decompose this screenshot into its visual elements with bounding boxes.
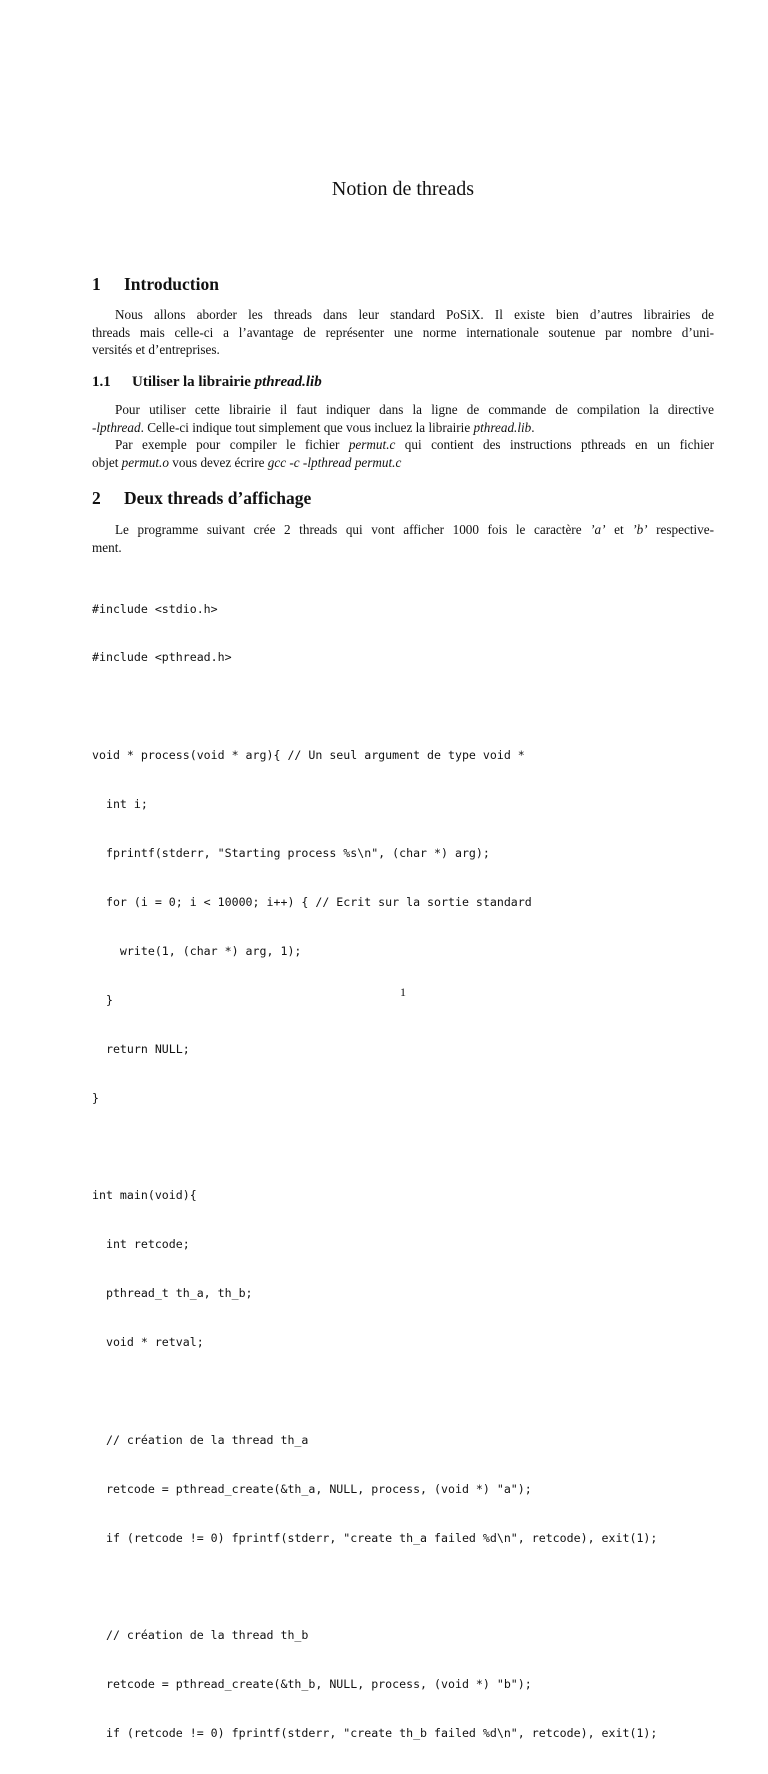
text-run: . Celle-ci indique tout simplement que vous incluez la librairie — [140, 419, 474, 435]
char-b-italic: ’b’ — [632, 522, 648, 537]
char-a-italic: ’a’ — [590, 522, 606, 537]
subsection-number: 1.1 — [92, 374, 111, 390]
pthread-paragraph-1 — [92, 401, 714, 436]
code-line — [92, 1383, 657, 1399]
code-line: if (retcode != 0) fprintf(stderr, "create th_a failed %d\n", retcode), exit(1); — [92, 1530, 658, 1545]
paragraph-line: Pour utiliser cette librairie il faut indiquer dans la ligne de commande de compilation la directive — [115, 402, 714, 417]
page-number: 1 — [400, 985, 406, 999]
code-line: } — [92, 992, 113, 1007]
inline-code-italic: pthread.lib — [473, 419, 532, 435]
text-run: et — [605, 522, 633, 537]
text-run: Le programme suivant crée 2 threads qui vont afficher 1000 fois le caractère — [115, 522, 591, 537]
code-listing — [92, 568, 657, 1774]
code-line: int main(void){ — [92, 1188, 197, 1203]
text-run: Par exemple pour compiler le fichier — [115, 437, 349, 452]
text-run: objet — [92, 454, 122, 470]
code-line — [92, 1578, 657, 1594]
paragraph-line: versités et d’entreprises. — [92, 342, 220, 357]
section-title: Introduction — [124, 274, 219, 294]
code-line: int i; — [92, 797, 148, 812]
section-number: 2 — [92, 488, 101, 508]
code-line — [92, 698, 657, 714]
code-line: // création de la thread th_a — [92, 1432, 309, 1447]
section-heading-deux-threads — [92, 488, 311, 509]
code-line: #include <stdio.h> — [92, 601, 218, 616]
text-run: qui contient des instructions pthreads en un fichier — [395, 437, 714, 452]
paragraph-line — [92, 521, 714, 539]
introduction-paragraph — [92, 306, 714, 359]
code-line: fprintf(stderr, "Starting process %s\n", (char *) arg); — [92, 846, 490, 861]
code-line — [92, 1138, 657, 1154]
inline-code-italic: permut.c — [348, 437, 396, 452]
paragraph-line — [92, 436, 714, 454]
paragraph-line — [92, 454, 714, 472]
paragraph-line: ment. — [92, 539, 122, 555]
code-line: } — [92, 1090, 99, 1105]
subsection-heading-pthread — [92, 374, 322, 391]
code-line: retcode = pthread_create(&th_b, NULL, process, (void *) "b"); — [92, 1677, 532, 1692]
code-line: // création de la thread th_b — [92, 1628, 309, 1643]
paragraph-line: threads mais celle-ci a l’avantage de représenter une norme internationale soutenue par nombre d’uni- — [92, 324, 714, 340]
deux-threads-paragraph — [92, 521, 714, 556]
inline-code-italic: permut.o — [121, 454, 169, 470]
subsection-title: Utiliser la librairie — [132, 374, 255, 390]
subsection-title-italic: pthread.lib — [254, 374, 322, 390]
inline-code-italic: -lpthread — [92, 419, 141, 435]
document-title: Notion de threads — [331, 178, 475, 200]
pthread-paragraph-2 — [92, 436, 714, 471]
text-run: vous devez écrire — [168, 454, 268, 470]
code-line: #include <pthread.h> — [92, 650, 232, 665]
code-line: for (i = 0; i < 10000; i++) { // Ecrit sur la sortie standard — [92, 894, 532, 909]
code-line: retcode = pthread_create(&th_a, NULL, process, (void *) "a"); — [92, 1481, 532, 1496]
section-title: Deux threads d’affichage — [124, 488, 312, 508]
section-heading-introduction — [92, 274, 219, 295]
section-number: 1 — [92, 274, 101, 294]
text-run: respective- — [647, 522, 714, 537]
code-line: void * retval; — [92, 1334, 204, 1349]
code-line: return NULL; — [92, 1041, 190, 1056]
code-line: if (retcode != 0) fprintf(stderr, "create th_b failed %d\n", retcode), exit(1); — [92, 1726, 658, 1741]
paragraph-line: Nous allons aborder les threads dans leur standard PoSiX. Il existe bien d’autres librairies de — [115, 307, 714, 322]
code-line: pthread_t th_a, th_b; — [92, 1286, 253, 1301]
text-run: . — [531, 419, 535, 435]
paragraph-line — [92, 419, 714, 437]
code-line: int retcode; — [92, 1237, 190, 1252]
inline-code-italic: gcc -c -lpthread permut.c — [267, 454, 402, 470]
code-line: write(1, (char *) arg, 1); — [92, 943, 302, 958]
code-line: void * process(void * arg){ // Un seul argument de type void * — [92, 748, 525, 763]
